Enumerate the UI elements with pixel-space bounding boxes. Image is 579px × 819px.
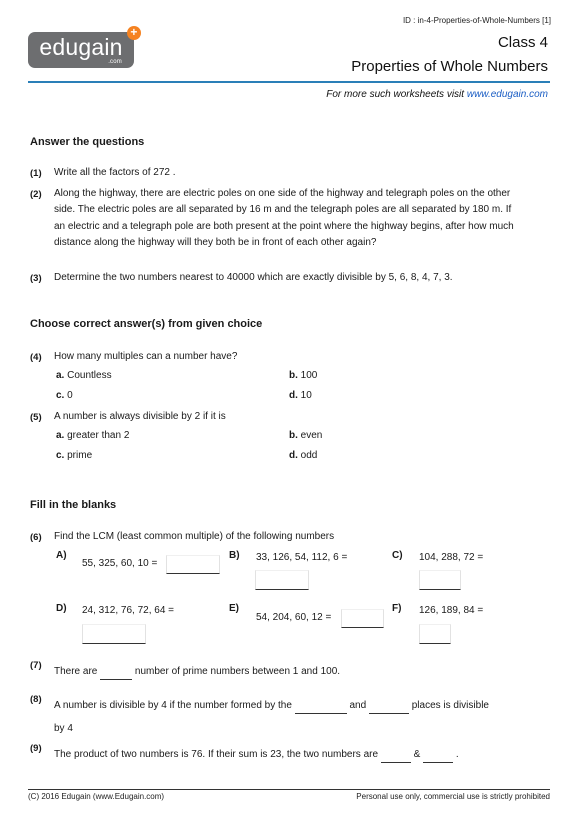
part-text-d: 24, 312, 76, 72, 64 =	[82, 605, 175, 616]
option-text: greater than 2	[67, 430, 130, 441]
question-text-3: Determine the two numbers nearest to 40000 which are exactly divisible by 5, 6, 8, 4, 7, 3.	[54, 272, 453, 283]
part-label-f: F)	[392, 603, 402, 614]
question-text-7	[54, 664, 524, 680]
option-label: a.	[56, 370, 65, 381]
part-text-f: 126, 189, 84 =	[419, 605, 484, 616]
answer-box-a[interactable]	[166, 555, 220, 574]
q9-blank-1[interactable]	[381, 750, 411, 763]
answer-box-c[interactable]	[419, 570, 461, 590]
q7-text-post: number of prime numbers between 1 and 100.	[134, 666, 341, 677]
option-4c[interactable]	[56, 390, 73, 401]
worksheet-id: ID : in-4-Properties-of-Whole-Numbers [1]	[402, 16, 551, 25]
question-text-9	[54, 747, 524, 763]
option-4b[interactable]	[289, 370, 317, 381]
question-text-2: Along the highway, there are electric poles on one side of the highway and telegraph poles on the other side. The electric poles are all separated by 16 m and the telegraph poles are all separated by 180 m. If an electric and a telegraph pole are both present at the point where the highway begins, after how much distance along the highway will they both be in front of each other again?	[54, 188, 514, 249]
question-number-9: (9)	[30, 743, 42, 754]
question-text-5: A number is always divisible by 2 if it is	[54, 411, 226, 422]
section-heading-fill: Fill in the blanks	[30, 499, 117, 511]
part-text-a: 55, 325, 60, 10 =	[82, 558, 158, 569]
answer-box-d[interactable]	[82, 624, 146, 644]
option-5c[interactable]	[56, 450, 92, 461]
question-text-4: How many multiples can a number have?	[54, 351, 238, 362]
class-label: Class 4	[497, 34, 548, 51]
q9-text-mid: &	[413, 749, 421, 760]
option-text: 100	[300, 370, 318, 381]
question-number-7: (7)	[30, 660, 42, 671]
question-number-6: (6)	[30, 532, 42, 543]
footer-divider	[28, 789, 550, 790]
q8-text-mid: and	[349, 700, 367, 711]
question-number-8: (8)	[30, 694, 42, 705]
q7-blank[interactable]	[100, 667, 132, 680]
part-label-c: C)	[392, 550, 403, 561]
section-heading-choice: Choose correct answer(s) from given choice	[30, 318, 263, 330]
part-label-d: D)	[56, 603, 67, 614]
option-5a[interactable]	[56, 430, 129, 441]
option-label: c.	[56, 450, 65, 461]
q9-blank-2[interactable]	[423, 750, 453, 763]
q8-blank-1[interactable]	[295, 701, 347, 714]
question-text-1: Write all the factors of 272 .	[54, 167, 176, 178]
more-prefix: For more such worksheets visit	[326, 89, 467, 100]
part-label-e: E)	[229, 603, 239, 614]
page-title: Properties of Whole Numbers	[351, 58, 548, 75]
question-number-1: (1)	[30, 168, 42, 179]
question-number-5: (5)	[30, 412, 42, 423]
q8-text-pre: A number is divisible by 4 if the number formed by the	[54, 700, 292, 711]
answer-box-b[interactable]	[255, 570, 309, 590]
answer-box-e[interactable]	[341, 609, 384, 628]
question-text-8	[54, 698, 524, 714]
option-5d[interactable]	[289, 450, 317, 461]
q8-blank-2[interactable]	[369, 701, 409, 714]
question-number-4: (4)	[30, 352, 42, 363]
option-label: a.	[56, 430, 65, 441]
edugain-logo[interactable]	[28, 25, 138, 68]
edugain-link[interactable]: www.edugain.com	[466, 89, 548, 100]
part-text-e: 54, 204, 60, 12 =	[256, 612, 332, 623]
q9-text-pre: The product of two numbers is 76. If their sum is 23, the two numbers are	[54, 749, 379, 760]
header-divider	[28, 81, 550, 83]
part-label-b: B)	[229, 550, 240, 561]
answer-box-f[interactable]	[419, 624, 451, 644]
option-5b[interactable]	[289, 430, 322, 441]
footer-usage-note: Personal use only, commercial use is strictly prohibited	[356, 792, 550, 801]
q9-text-post: .	[455, 749, 459, 760]
footer-copyright: (C) 2016 Edugain (www.Edugain.com)	[28, 792, 165, 801]
q8-text-line2: by 4	[54, 723, 73, 734]
option-label: d.	[289, 450, 298, 461]
option-text: prime	[67, 450, 93, 461]
plus-icon: +	[127, 26, 141, 40]
option-label: b.	[289, 430, 298, 441]
logo-sub: .com	[108, 59, 122, 65]
option-4a[interactable]	[56, 370, 112, 381]
part-label-a: A)	[56, 550, 67, 561]
option-text: even	[300, 430, 323, 441]
option-text: 0	[67, 390, 73, 401]
part-text-b: 33, 126, 54, 112, 6 =	[256, 552, 348, 563]
logo-text: edugain	[39, 34, 123, 60]
option-text: 10	[300, 390, 312, 401]
option-4d[interactable]	[289, 390, 312, 401]
option-text: Countless	[67, 370, 112, 381]
option-text: odd	[300, 450, 318, 461]
q7-text-pre: There are	[54, 666, 98, 677]
more-worksheets-note	[326, 89, 548, 100]
question-number-3: (3)	[30, 273, 42, 284]
q8-text-post: places is divisible	[411, 700, 489, 711]
section-heading-answer: Answer the questions	[30, 136, 145, 148]
option-label: d.	[289, 390, 298, 401]
option-label: c.	[56, 390, 65, 401]
part-text-c: 104, 288, 72 =	[419, 552, 484, 563]
option-label: b.	[289, 370, 298, 381]
question-text-6: Find the LCM (least common multiple) of the following numbers	[54, 531, 335, 542]
question-number-2: (2)	[30, 189, 42, 200]
